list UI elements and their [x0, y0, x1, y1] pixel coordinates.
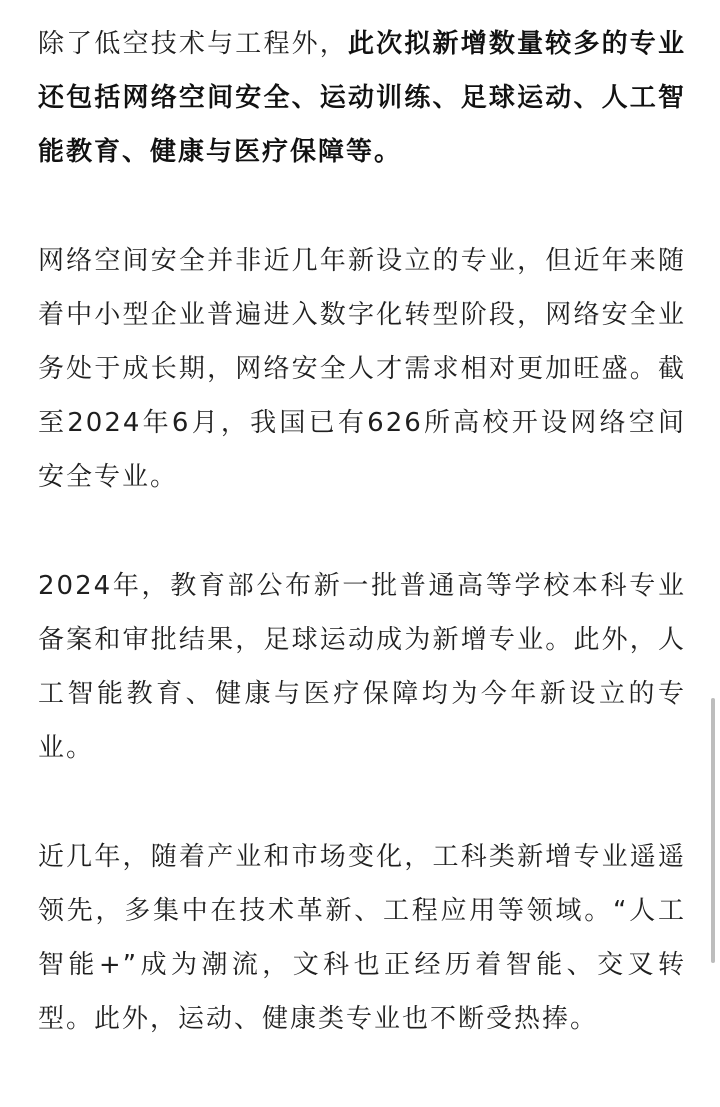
paragraph-3: 2024年，教育部公布新一批普通高等学校本科专业备案和审批结果，足球运动成为新增专业。此外，人工智能教育、健康与医疗保障均为今年新设立的专业。	[38, 571, 686, 763]
paragraph-1-lead: 除了低空技术与工程外，	[38, 29, 348, 59]
paragraph-1-bold-text: 此次拟新增数量较多的专业还包括网络空间安全、运动训练、足球运动、人工智能教育、健康与医疗保障等。	[38, 29, 686, 167]
paragraph-4: 近几年，随着产业和市场变化，工科类新增专业遥遥领先，多集中在技术革新、工程应用等领域。“人工智能+”成为潮流，文科也正经历着智能、交叉转型。此外，运动、健康类专业也不断受热捧。	[38, 842, 686, 1034]
paragraph-1	[38, 0, 686, 179]
scrollbar-thumb[interactable]	[711, 698, 715, 963]
paragraph-2: 网络空间安全并非近几年新设立的专业，但近年来随着中小型企业普遍进入数字化转型阶段，网络安全业务处于成长期，网络安全人才需求相对更加旺盛。截至2024年6月，我国已有626所高校开设网络空间安全专业。	[38, 246, 686, 492]
article-body	[38, 0, 686, 1046]
